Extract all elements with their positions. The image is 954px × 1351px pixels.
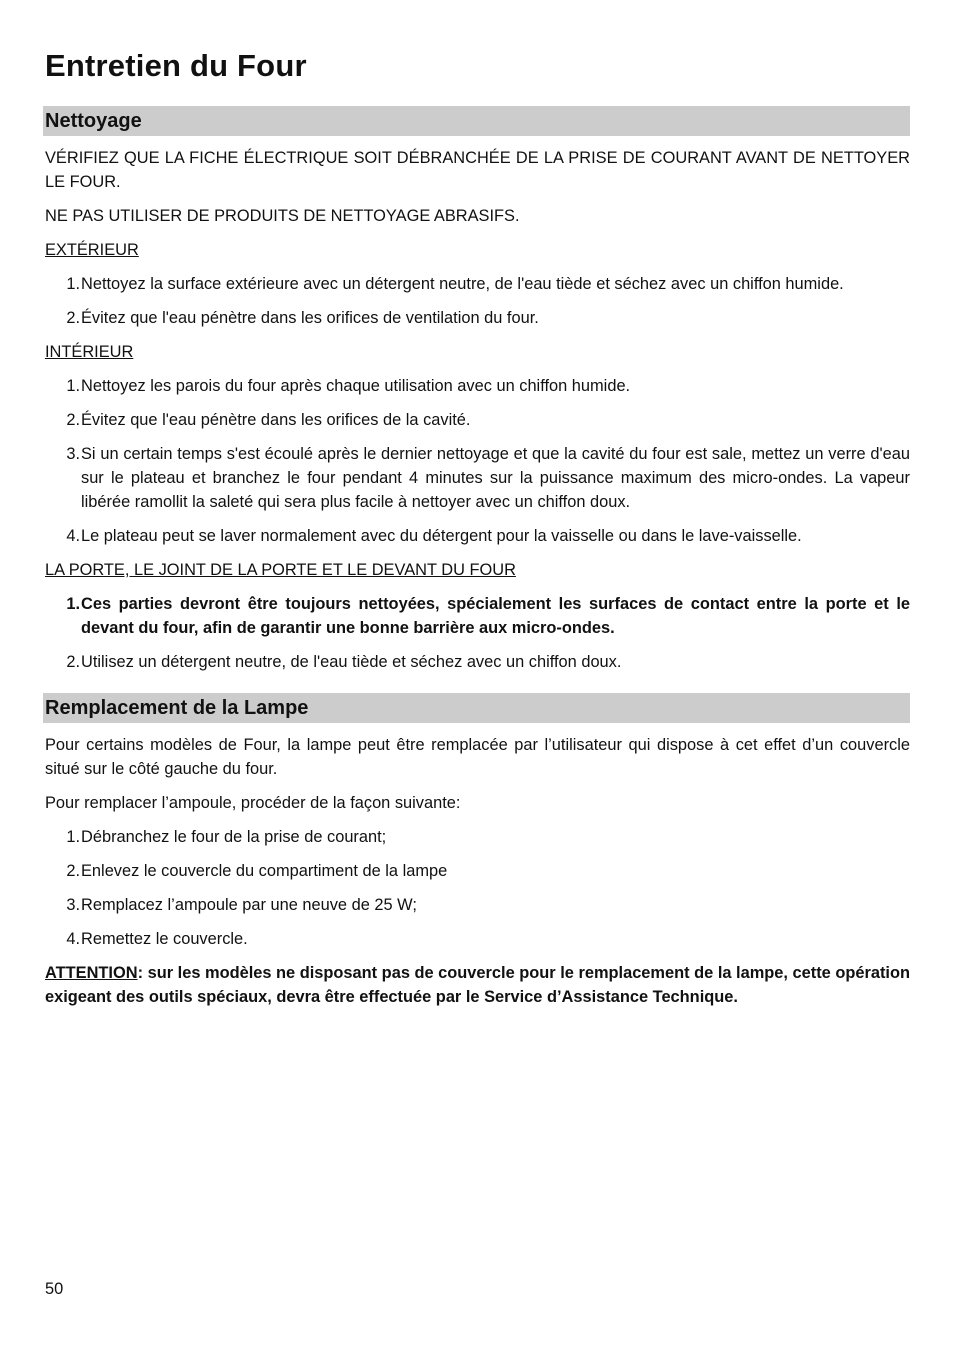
list-item: [45, 408, 910, 432]
list-item: [45, 442, 910, 514]
list-item-text: Évitez que l'eau pénètre dans les orifices de la cavité.: [81, 411, 471, 429]
list-item: [45, 927, 910, 951]
list-item-number: 2.: [66, 411, 80, 429]
list-item-text: Évitez que l'eau pénètre dans les orifices de ventilation du four.: [81, 309, 539, 327]
list-item-number: 2.: [66, 653, 80, 671]
list-item-number: 2.: [66, 862, 80, 880]
list-lampe: [45, 825, 910, 951]
list-item-text: Nettoyez les parois du four après chaque utilisation avec un chiffon humide.: [81, 377, 631, 395]
list-item-number: 1.: [66, 828, 80, 846]
attention-paragraph: [45, 961, 910, 1009]
list-item-text: Remplacez l’ampoule par une neuve de 25 W;: [81, 896, 417, 914]
list-item-text: Nettoyez la surface extérieure avec un détergent neutre, de l'eau tiède et séchez avec un chiffon humide.: [81, 275, 844, 293]
list-item: [45, 650, 910, 674]
subsection-label-interieur: INTÉRIEUR: [45, 343, 134, 361]
attention-text: : sur les modèles ne disposant pas de couvercle pour le remplacement de la lampe, cette opération exigeant des outils spéciaux, devra être effectuée par le Service d’Assistance Technique.: [45, 964, 911, 1006]
page-number: 50: [45, 1280, 64, 1298]
list-item: [45, 893, 910, 917]
section-heading-lampe: Remplacement de la Lampe: [43, 693, 910, 723]
list-item: [45, 374, 910, 398]
list-item: [45, 825, 910, 849]
page-title: Entretien du Four: [45, 48, 307, 83]
list-item: [45, 272, 910, 296]
list-item-text: Enlevez le couvercle du compartiment de la lampe: [81, 862, 448, 880]
list-interieur: [45, 374, 910, 548]
list-item-number: 1.: [66, 275, 80, 293]
subsection-label-exterieur: EXTÉRIEUR: [45, 241, 139, 259]
list-item-text: Utilisez un détergent neutre, de l'eau tiède et séchez avec un chiffon doux.: [81, 653, 622, 671]
list-item: [45, 524, 910, 548]
section-heading-nettoyage: Nettoyage: [43, 106, 910, 136]
subsection-label-porte: LA PORTE, LE JOINT DE LA PORTE ET LE DEVANT DU FOUR: [45, 561, 516, 579]
list-item-text: Si un certain temps s'est écoulé après le dernier nettoyage et que la cavité du four est sale, mettez un verre d'eau sur le plateau et branchez le four pendant 4 minutes sur la puissance maximum des micro-ondes. La vapeur libérée ramollit la saleté qui sera plus facile à nettoyer avec un chiffon doux.: [81, 445, 910, 511]
list-item-number: 3.: [66, 896, 80, 914]
list-item-number: 3.: [66, 445, 80, 463]
list-item: [45, 592, 910, 640]
list-item: [45, 859, 910, 883]
warning-paragraph-unplug: VÉRIFIEZ QUE LA FICHE ÉLECTRIQUE SOIT DÉBRANCHÉE DE LA PRISE DE COURANT AVANT DE NETTOYER LE FOUR.: [45, 149, 910, 191]
attention-label: ATTENTION: [45, 964, 138, 982]
lamp-procedure-paragraph: Pour remplacer l’ampoule, procéder de la façon suivante:: [45, 794, 461, 812]
list-item-number: 4.: [66, 527, 80, 545]
list-item-number: 4.: [66, 930, 80, 948]
list-item-text: Le plateau peut se laver normalement avec du détergent pour la vaisselle ou dans le lave-vaisselle.: [81, 527, 802, 545]
list-item-number: 2.: [66, 309, 80, 327]
warning-paragraph-abrasive: NE PAS UTILISER DE PRODUITS DE NETTOYAGE ABRASIFS.: [45, 207, 520, 225]
list-item-text: Débranchez le four de la prise de courant;: [81, 828, 387, 846]
list-item-text: Ces parties devront être toujours nettoyées, spécialement les surfaces de contact entre la porte et le devant du four, afin de garantir une bonne barrière aux micro-ondes.: [81, 595, 910, 637]
lamp-intro-paragraph: Pour certains modèles de Four, la lampe peut être remplacée par l’utilisateur qui dispose à cet effet d’un couvercle situé sur le côté gauche du four.: [45, 736, 910, 778]
list-item: [45, 306, 910, 330]
list-porte: [45, 592, 910, 674]
list-item-number: 1.: [66, 595, 80, 613]
list-exterieur: [45, 272, 910, 330]
content: [45, 106, 910, 1009]
list-item-text: Remettez le couvercle.: [81, 930, 248, 948]
list-item-number: 1.: [66, 377, 80, 395]
